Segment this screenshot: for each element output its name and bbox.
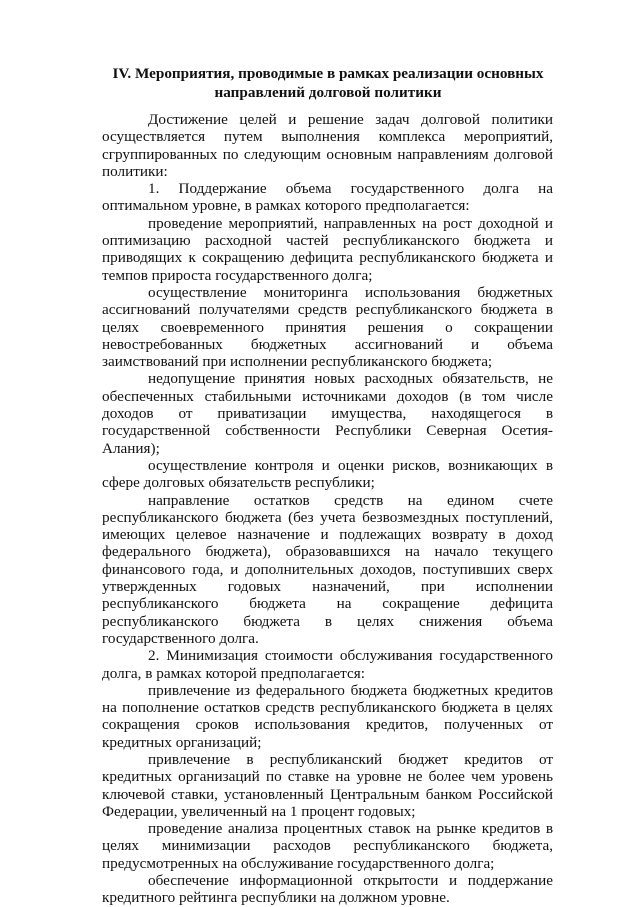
measure-paragraph: проведение анализа процентных ставок на рынке кредитов в целях минимизации расходов республиканского бюджета, предусмотренных на обслуживание государственного долга; <box>102 820 553 872</box>
measure-paragraph: обеспечение информационной открытости и поддержание кредитного рейтинга республики на должном уровне. <box>102 872 553 907</box>
measure-paragraph: привлечение в республиканский бюджет кредитов от кредитных организаций по ставке на уровне не более чем уровень ключевой ставки, установленный Центральным банком Российской Федерации, увеличенный на 1 процент годовых; <box>102 750 553 820</box>
measure-paragraph: осуществление мониторинга использования бюджетных ассигнований получателями средств республиканского бюджета в целях своевременного принятия решения о сокращении невостребованных бюджетных ассигнований и объема заимствований при исполнении республиканского бюджета; <box>102 283 553 371</box>
section-body <box>102 111 553 907</box>
measure-paragraph: привлечение из федерального бюджета бюджетных кредитов на пополнение остатков средств республиканского бюджета в целях сокращения сроков использования кредитов, полученных от кредитных организаций; <box>102 681 553 751</box>
measure-paragraph: недопущение принятия новых расходных обязательств, не обеспеченных стабильными источниками доходов (в том числе доходов от приватизации имущества, находящегося в государственной собственности Республики Северная Осетия-Алания); <box>102 370 553 457</box>
intro-paragraph: Достижение целей и решение задач долговой политики осуществляется путем выполнения комплекса мероприятий, сгруппированных по следующим основным направлениям долговой политики: <box>102 111 553 180</box>
measure-paragraph: осуществление контроля и оценки рисков, возникающих в сфере долговых обязательств республики; <box>102 456 553 492</box>
section-heading: IV. Мероприятия, проводимые в рамках реализации основных направлений долговой политики <box>112 65 544 101</box>
direction-1-paragraph: 1. Поддержание объема государственного долга на оптимальном уровне, в рамках которого предполагается: <box>102 180 553 215</box>
measure-paragraph: направление остатков средств на едином счете республиканского бюджета (без учета безвозмездных поступлений, имеющих целевое назначение и подлежащих возврату в доход федерального бюджета), образовавшихся на начало текущего финансового года, и дополнительных доходов, поступивших сверх утвержденных годовых назначений, при исполнении республиканского бюджета на сокращение дефицита республиканского бюджета в целях снижения объема государственного долга. <box>102 491 553 647</box>
measure-paragraph: проведение мероприятий, направленных на рост доходной и оптимизацию расходной частей республиканского бюджета и приводящих к сокращению дефицита республиканского бюджета и темпов прироста государственного долга; <box>102 214 553 284</box>
direction-2-paragraph: 2. Минимизация стоимости обслуживания государственного долга, в рамках которой предполагается: <box>102 647 553 682</box>
